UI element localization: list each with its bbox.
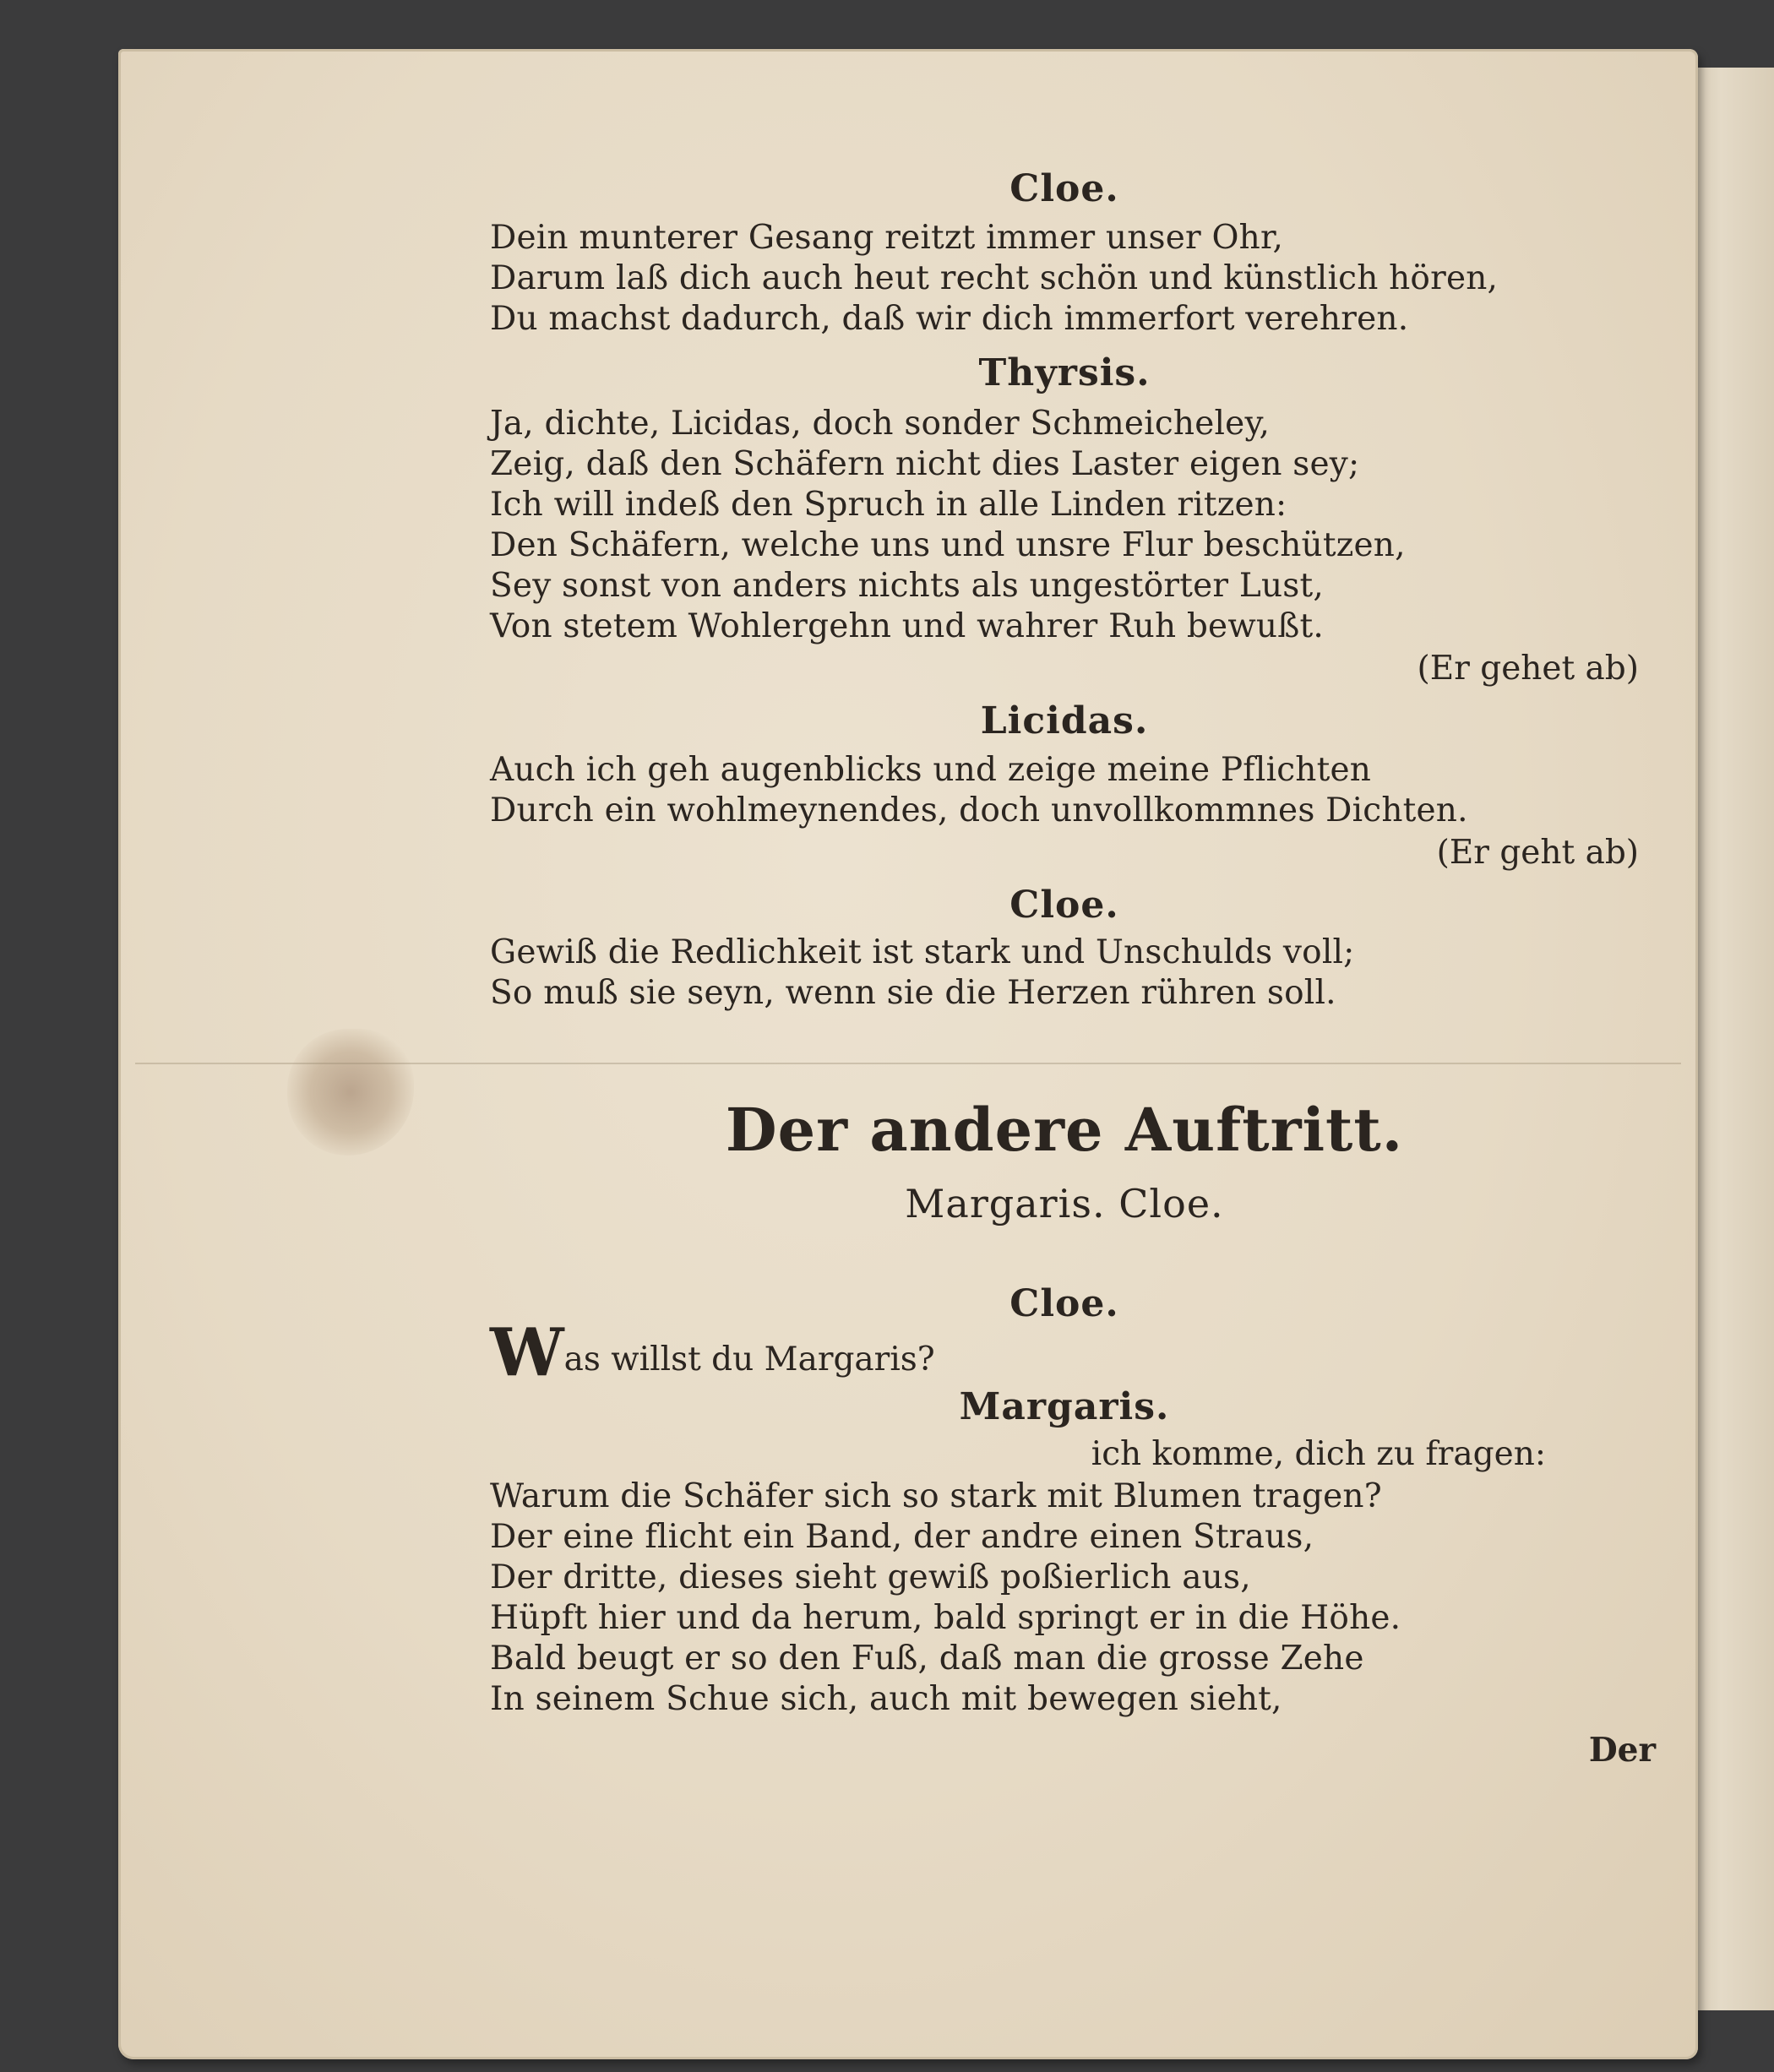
- speaker-name: Cloe.: [1009, 1282, 1119, 1325]
- verse-line: Bald beugt er so den Fuß, daß man die grosse Zehe: [490, 1640, 1364, 1678]
- verse-line: ich komme, dich zu fragen:: [1091, 1435, 1546, 1473]
- verse-line: Ich will indeß den Spruch in alle Linden ritzen:: [490, 486, 1287, 524]
- speaker-name: Cloe.: [1009, 884, 1119, 927]
- verse-line: Ja, dichte, Licidas, doch sonder Schmeicheley,: [490, 405, 1271, 443]
- verse-line: Der dritte, dieses sieht gewiß poßierlich aus,: [490, 1558, 1251, 1596]
- stage-direction: (Er geht ab): [1436, 834, 1639, 872]
- verse-line: Zeig, daß den Schäfern nicht dies Laster eigen sey;: [490, 445, 1360, 483]
- verse-line: Auch ich geh augenblicks und zeige meine Pflichten: [490, 751, 1372, 789]
- speaker-name: Thyrsis.: [978, 351, 1151, 394]
- verse-line: Dein munterer Gesang reitzt immer unser Ohr,: [490, 219, 1284, 257]
- scene-persons: Margaris. Cloe.: [905, 1181, 1224, 1226]
- verse-text: as willst du Margaris?: [563, 1341, 935, 1379]
- speaker-name: Margaris.: [959, 1385, 1170, 1428]
- page-text: [490, 49, 1656, 2059]
- verse-line: So muß sie seyn, wenn sie die Herzen rühren soll.: [490, 974, 1336, 1012]
- verse-line: Gewiß die Redlichkeit ist stark und Unschulds voll;: [490, 933, 1355, 971]
- speaker-name: Licidas.: [980, 699, 1149, 742]
- verse-line: [490, 1314, 1639, 1391]
- scene-title: Der andere Auftritt.: [725, 1095, 1404, 1165]
- page-stain: [287, 1029, 414, 1156]
- speaker-name: Cloe.: [1009, 167, 1119, 210]
- verse-line: Der eine flicht ein Band, der andre einen Straus,: [490, 1518, 1314, 1556]
- book-page: [118, 49, 1698, 2059]
- verse-line: Sey sonst von anders nichts als ungestörter Lust,: [490, 567, 1324, 605]
- verse-line: Du machst dadurch, daß wir dich immerfort verehren.: [490, 300, 1409, 338]
- drop-cap: W: [490, 1314, 564, 1391]
- verse-line: Von stetem Wohlergehn und wahrer Ruh bewußt.: [490, 607, 1324, 645]
- verse-line: Darum laß dich auch heut recht schön und künstlich hören,: [490, 259, 1499, 297]
- stage-direction: (Er gehet ab): [1417, 650, 1639, 688]
- verse-line: Hüpft hier und da herum, bald springt er in die Höhe.: [490, 1599, 1401, 1637]
- verse-line: Durch ein wohlmeynendes, doch unvollkommnes Dichten.: [490, 791, 1468, 829]
- verse-line: Den Schäfern, welche uns und unsre Flur beschützen,: [490, 526, 1406, 564]
- catchword: Der: [1588, 1731, 1656, 1770]
- verse-line: In seinem Schue sich, auch mit bewegen sieht,: [490, 1680, 1282, 1718]
- verse-line: Warum die Schäfer sich so stark mit Blumen tragen?: [490, 1477, 1382, 1515]
